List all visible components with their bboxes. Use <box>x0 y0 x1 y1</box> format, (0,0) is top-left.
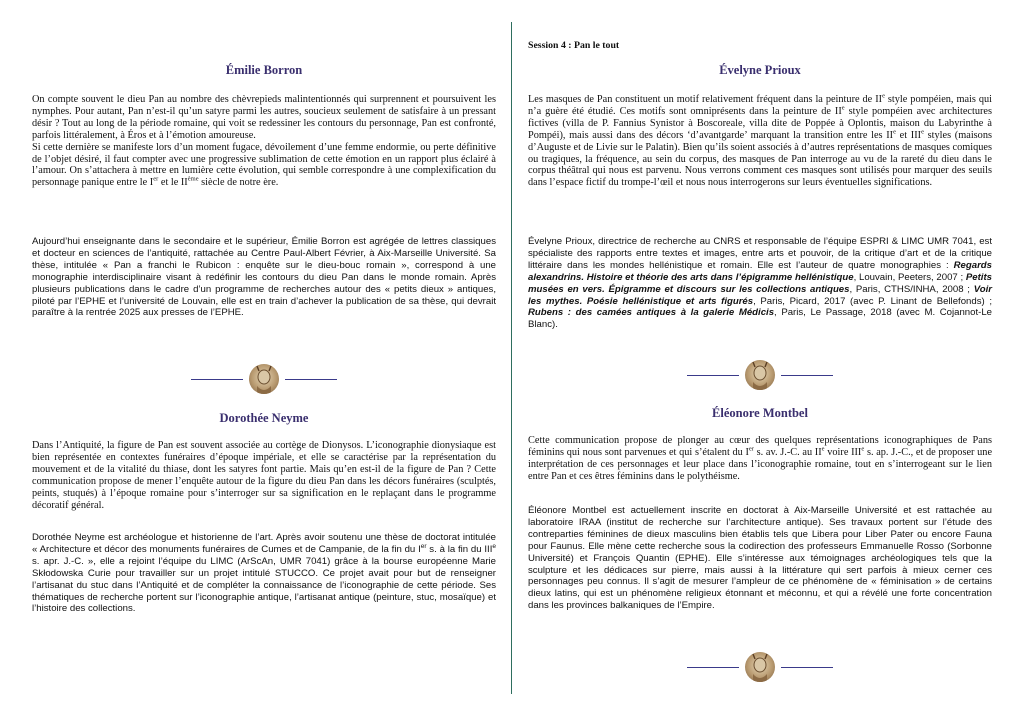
bio-neyme: Dorothée Neyme est archéologue et historienne de l’art. Après avoir soutenu une thèse de doctorat intitulée « Architecture et décor des monuments funéraires de Cumes et de Campanie, de la fin du Ier s. à la fin du IIIe s. apr. J.-C. », elle a rejoint l’équipe du LIMC (ArScAn, UMR 7041) grâce à la bourse européenne Marie Skłodowska Curie pour travailler sur un projet intitulé STUCCO. Ce projet avait pour but de renseigner l’artisanat du stuc dans l’Antiquité et de compléter la connaissance de l’iconographie de cette période. Ses thématiques de recherche portent sur l’iconographie antique, l’artisanat antique (peinture, stuc, mosaïque) et l’histoire des collections. <box>32 532 496 615</box>
ornament-divider <box>32 362 496 396</box>
abstract-borron <box>32 94 496 189</box>
ornament-divider <box>528 358 992 392</box>
abstract-neyme: Dans l’Antiquité, la figure de Pan est souvent associée au cortège de Dionysos. L’iconographie dionysiaque est bien représentée en contextes funéraires d’époque impériale, et elle se caractérise par la représentation du mouvement et de la vitalité du thiase, dont les satyres font partie. Mais qu’en est-il de la figure de Pan ? Cette communication propose de mener l’enquête autour de la figure du dieu Pan dans les décors funéraires (sculptés, peints, stuqués) à l’époque romaine pour s’interroger sur sa signification en le replaçant dans le programme décoratif général. <box>32 440 496 511</box>
speaker-name-montbel: Éléonore Montbel <box>712 406 808 420</box>
pan-medallion-icon <box>745 360 775 390</box>
ornament-rule <box>687 667 739 668</box>
bio-borron: Aujourd’hui enseignante dans le secondaire et le supérieur, Émilie Borron est agrégée de lettres classiques et docteur en sciences de l’antiquité, rattachée au Centre Paul-Albert Février, à Aix-Marseille Université. Sa thèse, intitulée « Pan a franchi le Rubicon : enquête sur le dieu-bouc romain », correspond à une monographie interdisciplinaire visant à redéfinir les contours du dieu Pan dans le monde romain. Après plusieurs publications dans le cadre d’un programme de recherches autour des « petits dieux » antiques, piloté par l’EPHE et l’université de Louvain, elle est en train d’achever la publication de sa thèse, qui devrait paraître à la rentrée 2025 aux presses de l’EPHE. <box>32 236 496 319</box>
column-divider <box>511 22 512 694</box>
abstract-prioux: Les masques de Pan constituent un motif relativement fréquent dans la peinture de IIe style pompéien, mais qui n’a guère été étudié. Ces motifs sont omniprésents dans la peinture de IIe style pompéien avec architectures fictives (villa de P. Fannius Synistor à Boscoreale, villa dite de Poppée à Oplontis, maison du Labyrinthe à Pompéi), mais aussi dans des décors ‘d’avantgarde’ marquant la transition entre les IIe et IIIe styles (maisons d’Auguste et de Livie sur le Palatin). Bien qu’ils soient associés à d’autres représentations de masques comiques ou tragiques, la fréquence, au sein du corpus, des masques de Pan interroge au vu de la rareté du dieu dans le corpus théâtral qui nous est parvenu. Nous verrons comment ces masques sont utilisés pour marquer des seuils dans l’espace fictif du trompe-l’œil et nous nous interrogerons sur leurs éventuelles significations. <box>528 92 992 189</box>
speaker-name-prioux: Évelyne Prioux <box>719 63 801 77</box>
speaker-name-neyme: Dorothée Neyme <box>219 411 309 425</box>
abstract-borron-p1: On compte souvent le dieu Pan au nombre des chèvrepieds malintentionnés qui surprennent et poursuivent les nymphes. Pour autant, Pan n’est-il qu’un satyre parmi les autres, soucieux seulement de satisfaire à un pressant désir ? Tout au long de la période romaine, qui voit se redessiner les contours du personnage, Pan est confronté, parfois littéralement, à Éros et à l’émotion amoureuse. <box>32 94 496 141</box>
bio-prioux: Évelyne Prioux, directrice de recherche au CNRS et responsable de l’équipe ESPRI & LIMC UMR 7041, est spécialiste des rapports entre textes et images, entre arts et pouvoir, de la critique d’art et de la critique littéraire dans les mondes hellénistique et romain. Elle est l’auteur de quatre monographies : Regards alexandrins. Histoire et théorie des arts dans l’épigramme hellénistique, Louvain, Peeters, 2007 ; Petits musées en vers. Épigramme et discours sur les collections antiques, Paris, CTHS/INHA, 2008 ; Voir les mythes. Poésie hellénistique et arts figurés, Paris, Picard, 2017 (avec P. Linant de Bellefonds) ; Rubens : des camées antiques à la galerie Médicis, Paris, Le Passage, 2018 (avec M. Cojannot-Le Blanc). <box>528 236 993 331</box>
ornament-rule <box>781 375 833 376</box>
pan-medallion-icon <box>745 652 775 682</box>
ornament-rule <box>687 375 739 376</box>
bio-montbel: Éléonore Montbel est actuellement inscrite en doctorat à Aix-Marseille Université et est rattachée au laboratoire IRAA (institut de recherche sur l’architecture antique). Ses travaux portent sur l’étude des contreparties féminines de dieux masculins bien établis tels que Libera pour Liber Pater ou encore Fauna pour Faunus. Elle mène cette recherche sous la codirection des professeurs Emmanuelle Rosso (Sorbonne Université) et François Quantin (EPHE). Elle s’intéresse aux témoignages archéologiques tels que la sculpture et les dédicaces sur pierre, mais aussi à la littérature qui sert parfois à mieux cerner ces personnages peu connus. Il s’agit de mesurer l’ampleur de ce phénomène de « féminisation » de certains dieux latins, qui est un phénomène religieux étonnant et méconnu, et qui a révélé une forte concentration dans les provinces balkaniques de l’Empire. <box>528 505 992 612</box>
ornament-rule <box>781 667 833 668</box>
pan-medallion-icon <box>249 364 279 394</box>
session-label: Session 4 : Pan le tout <box>528 40 620 51</box>
abstract-borron-p2: Si cette dernière se manifeste lors d’un moment fugace, dévoilement d’une femme endormie, ou perte définitive de l’objet désiré, il faut compter avec une progressive sublimation de cette émotion en un rapport plus éclairé à l’amour. On s’attachera à mettre en lumière cette évolution, qui semble correspondre à une complexification du personnage panique entre le Ier et le IIème siècle de notre ère. <box>32 141 496 189</box>
speaker-name-borron: Émilie Borron <box>225 63 303 77</box>
ornament-rule <box>191 379 243 380</box>
abstract-montbel: Cette communication propose de plonger au cœur des quelques représentations iconographiques de Pans féminins qui nous sont parvenues et qui s’étalent du Ier s. av. J.-C. au IIe voire IIIe s. ap. J.-C., et de proposer une interprétation de ces personnages et leur place dans l’iconographie romaine, tout en s’interrogeant sur le lien entre Pan et ces êtres féminins dans le polythéisme. <box>528 435 993 482</box>
ornament-divider <box>528 650 992 684</box>
ornament-rule <box>285 379 337 380</box>
